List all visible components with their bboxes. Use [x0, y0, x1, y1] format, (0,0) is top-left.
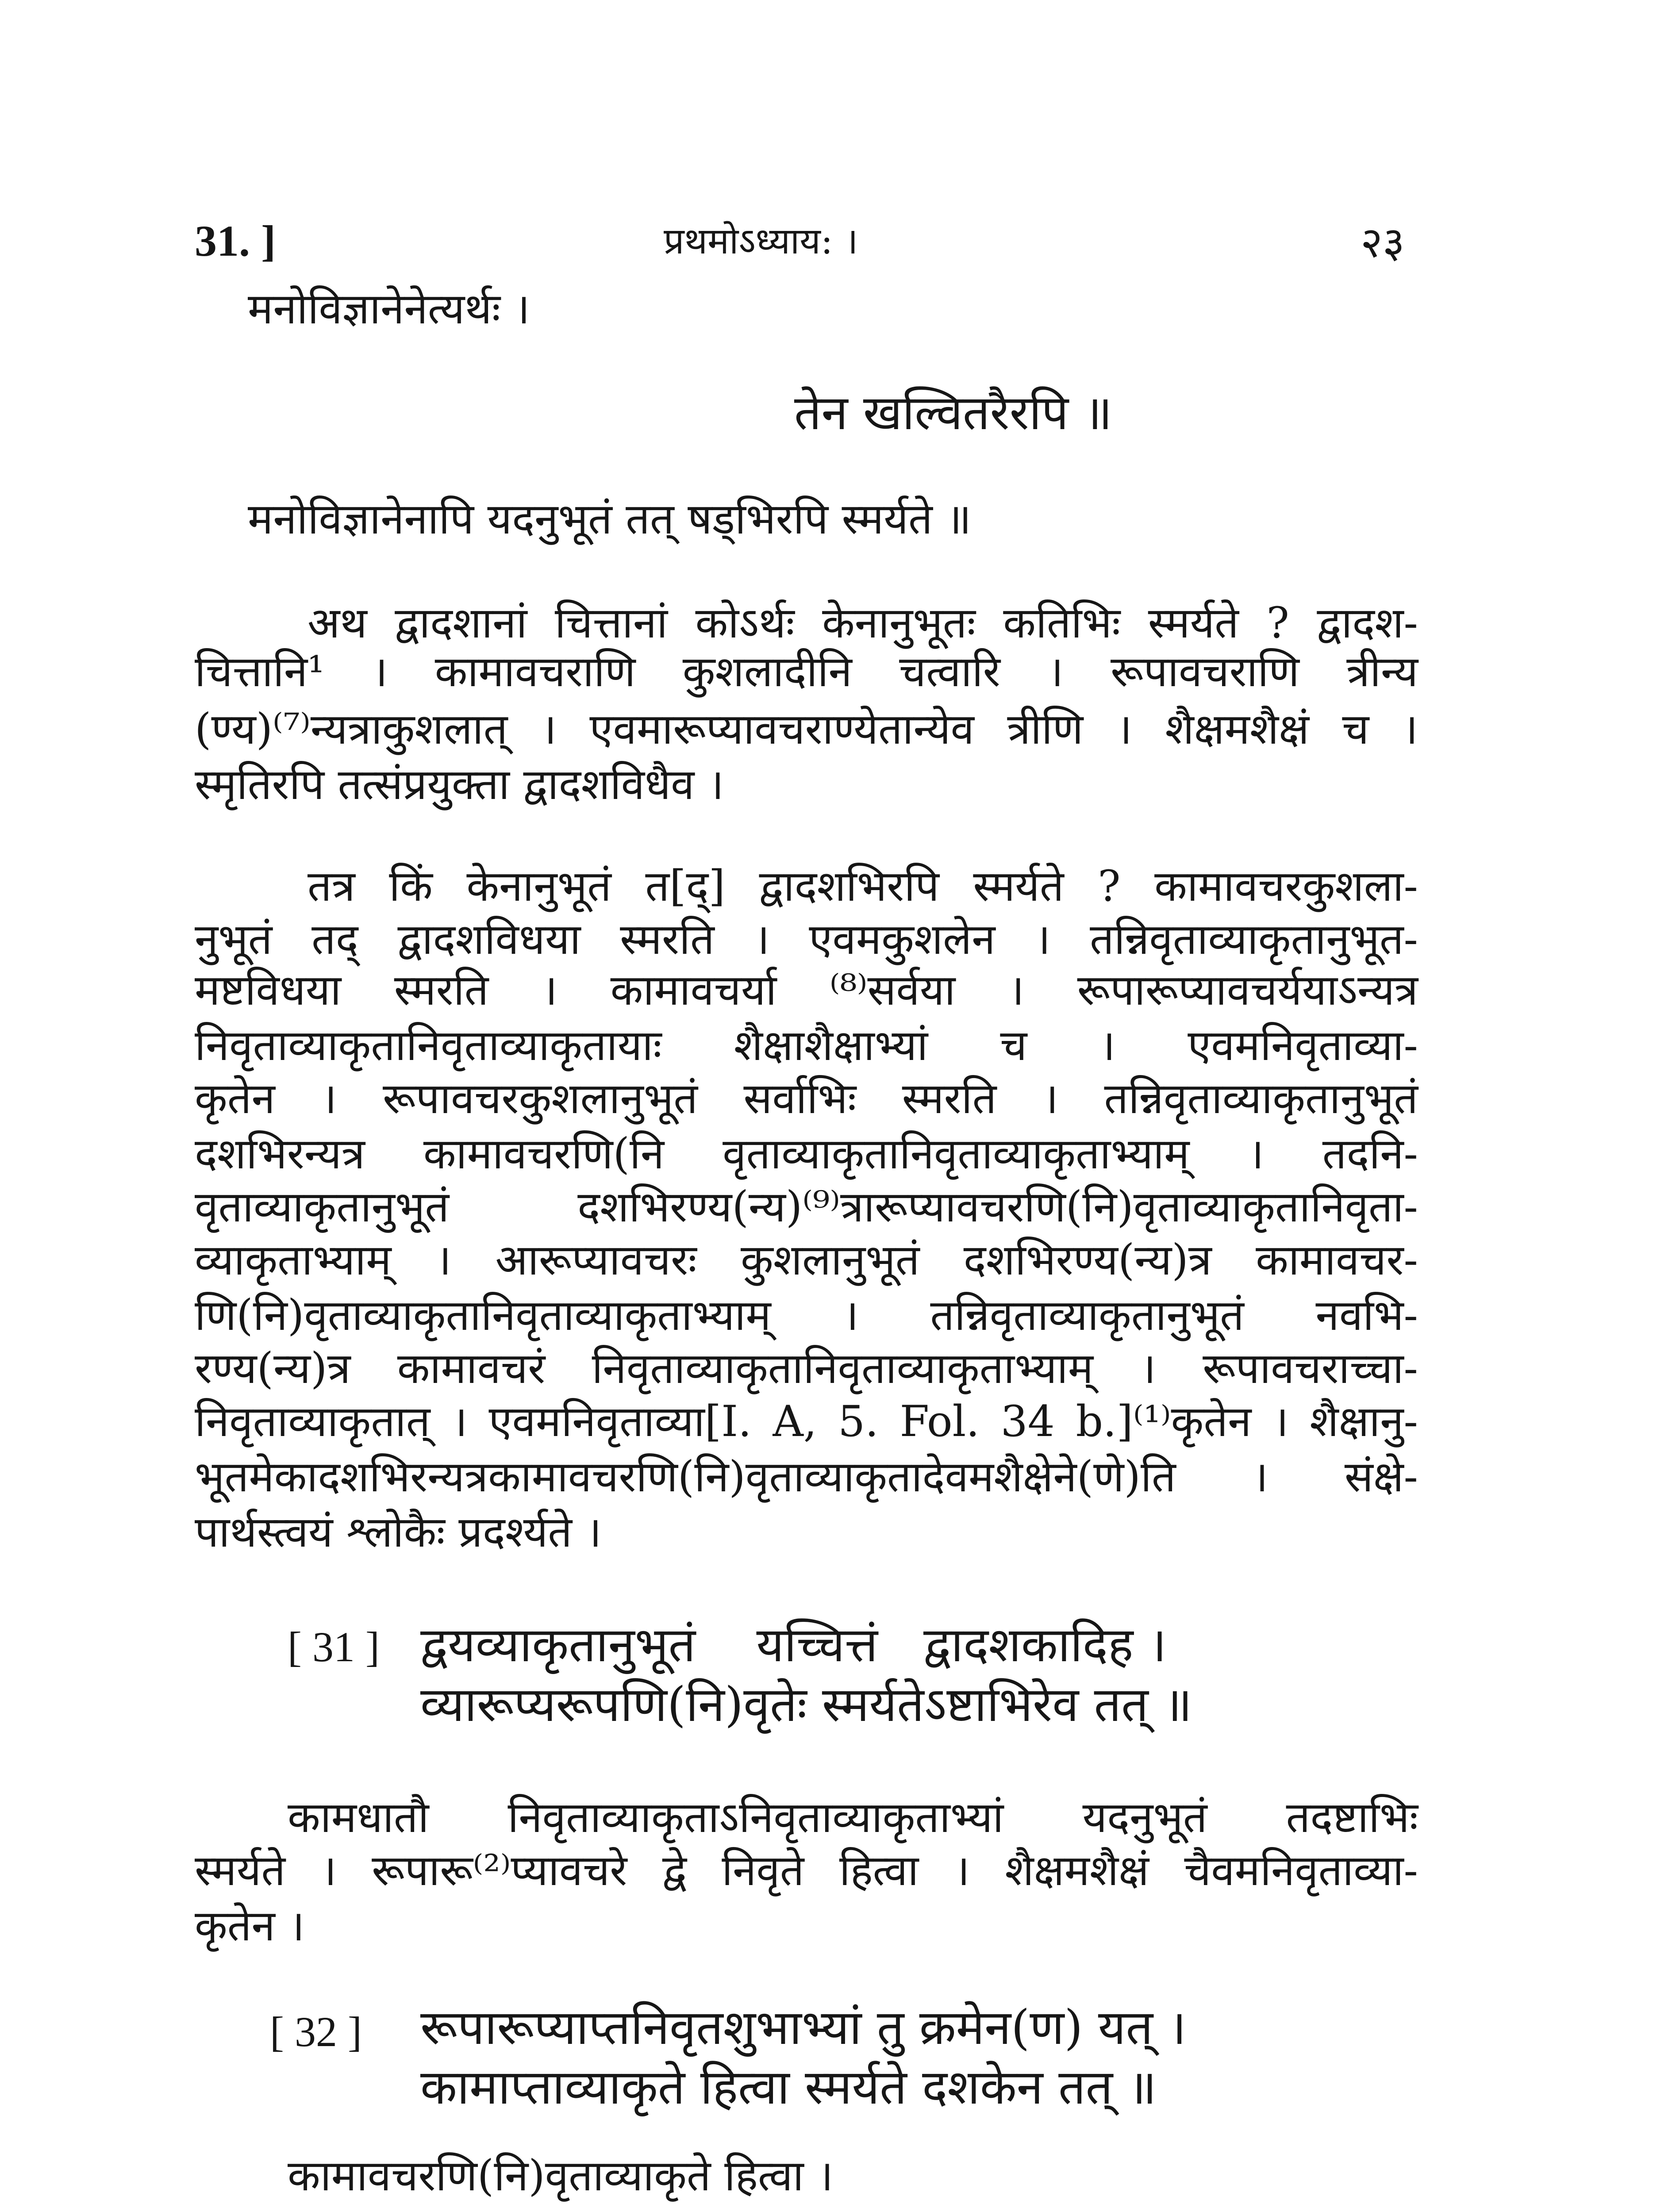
paragraph-line: निवृताव्याकृतात् । एवमनिवृताव्या[I. A, 5. Fol. 34 b.]⁽¹⁾कृतेन । शैक्षानु-	[195, 1397, 1418, 1446]
paragraph-line: व्याकृताभ्याम् । आरूप्यावचरः कुशलानुभूतं दशभिरण्य(न्य)त्र कामावचर-	[195, 1235, 1418, 1285]
paragraph-line: निवृताव्याकृतानिवृताव्याकृतायाः शैक्षाशैक्षाभ्यां च । एवमनिवृताव्या-	[195, 1021, 1418, 1070]
paragraph-line: भूतमेकादशभिरन्यत्रकामावचरणि(नि)वृताव्याकृतादेवमशैक्षेने(णे)ति । संक्षे-	[195, 1452, 1418, 1502]
text-line: मनोविज्ञानेनेत्यर्थः ।	[248, 284, 530, 334]
paragraph-line: (ण्य)⁽⁷⁾न्यत्राकुशलात् । एवमारूप्यावचराण्येतान्येव त्रीणि । शैक्षमशैक्षं च ।	[195, 704, 1418, 754]
verse-line: व्यारूप्यरूपणि(नि)वृतेः स्मर्यतेऽष्टाभिरेव तत् ॥	[420, 1677, 1192, 1732]
page-header-section: 31. ]	[195, 216, 276, 265]
paragraph-line: स्मृतिरपि तत्संप्रयुक्ता द्वादशविधैव ।	[195, 760, 724, 809]
text-line: मनोविज्ञानेनापि यदनुभूतं तत् षड्भिरपि स्मर्यते ॥	[248, 494, 972, 544]
verse-line: द्वयव्याकृतानुभूतं यच्चित्तं द्वादशकादिह ।	[420, 1617, 1167, 1673]
paragraph-line: चित्तानि¹ । कामावचराणि कुशलादीनि चत्वारि । रूपावचराणि त्रीन्य	[195, 647, 1418, 696]
paragraph-line: कामधातौ निवृताव्याकृताऽनिवृताव्याकृताभ्यां यदनुभूतं तदष्टाभिः	[288, 1793, 1418, 1842]
page-header-title: प्रथमोऽध्याय: ।	[664, 220, 858, 262]
page-number: २३	[1361, 218, 1405, 267]
text-line: तेन खल्वितरैरपि ॥	[794, 385, 1113, 441]
verse-line: रूपारूप्याप्तनिवृतशुभाभ्यां तु क्रमेन(ण) यत् ।	[420, 2000, 1187, 2055]
verse-number: [ 32 ]	[270, 2008, 362, 2055]
paragraph-line: कामावचरणि(नि)वृताव्याकृते हित्वा ।	[288, 2151, 834, 2200]
paragraph-line: नुभूतं तद् द्वादशविधया स्मरति । एवमकुशलेन । तन्निवृताव्याकृतानुभूत-	[195, 914, 1418, 964]
paragraph-line: कृतेन । रूपावचरकुशलानुभूतं सर्वाभिः स्मरति । तन्निवृताव्याकृतानुभूतं	[195, 1074, 1418, 1123]
paragraph-line: रण्य(न्य)त्र कामावचरं निवृताव्याकृतानिवृताव्याकृताभ्याम् । रूपावचराच्चा-	[195, 1344, 1418, 1393]
paragraph-line: वृताव्याकृतानुभूतं दशभिरण्य(न्य)⁽⁹⁾त्रारूप्यावचरणि(नि)वृताव्याकृतानिवृता-	[195, 1182, 1418, 1232]
paragraph-line: पार्थस्त्वयं श्लोकैः प्रदर्श्यते ।	[195, 1507, 602, 1557]
paragraph-line: स्मर्यते । रूपारू⁽²⁾प्यावचरे द्वे निवृते हित्वा । शैक्षमशैक्षं चैवमनिवृताव्या-	[195, 1846, 1418, 1895]
paragraph-line: तत्र किं केनानुभूतं त[द्] द्वादशभिरपि स्मर्यते ? कामावचरकुशला-	[307, 861, 1418, 911]
paragraph-line: णि(नि)वृताव्याकृतानिवृताव्याकृताभ्याम् । तन्निवृताव्याकृतानुभूतं नवभि-	[195, 1290, 1418, 1340]
paragraph-line: कृतेन ।	[195, 1901, 305, 1951]
verse-line: कामाप्ताव्याकृते हित्वा स्मर्यते दशकेन तत् ॥	[420, 2060, 1157, 2115]
verse-number: [ 31 ]	[288, 1623, 380, 1671]
paragraph-line: मष्टविधया स्मरति । कामावचर्या ⁽⁸⁾सर्वया । रूपारूप्यावचर्ययाऽन्यत्र	[195, 965, 1418, 1015]
paragraph-line: दशभिरन्यत्र कामावचरणि(नि वृताव्याकृतानिवृताव्याकृताभ्याम् । तदनि-	[195, 1129, 1418, 1179]
paragraph-line: अथ द्वादशानां चित्तानां कोऽर्थः केनानुभूतः कतिभिः स्मर्यते ? द्वादश-	[307, 598, 1418, 648]
